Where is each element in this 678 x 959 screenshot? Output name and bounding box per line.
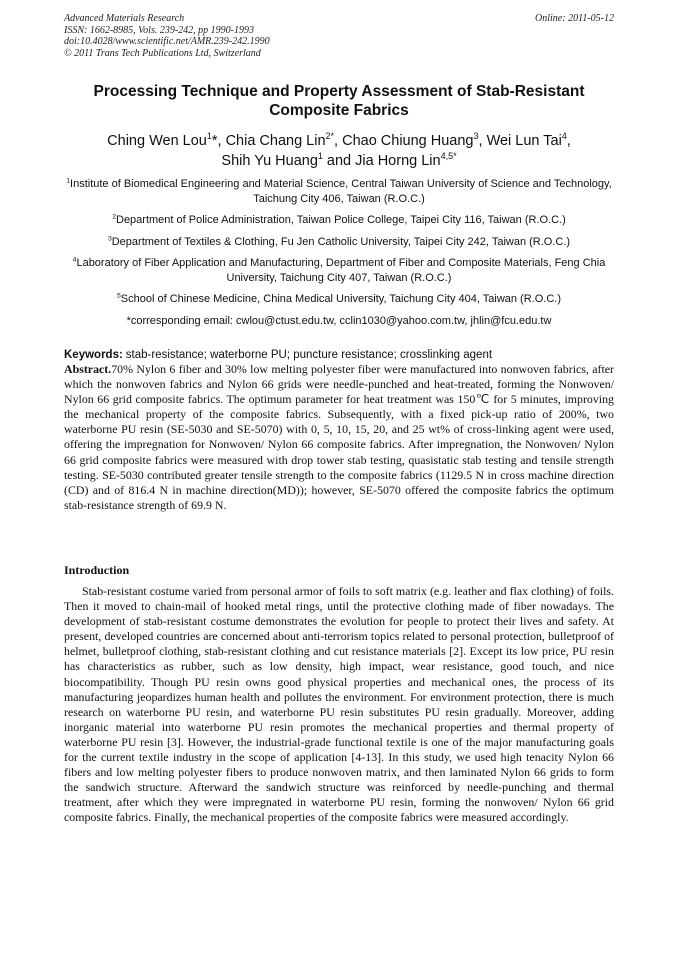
issn-line: ISSN: 1662-8985, Vols. 239-242, pp 1990-1993 xyxy=(64,24,254,36)
author-separator: , xyxy=(334,133,343,149)
affiliation-list xyxy=(60,177,618,328)
author-name: Shih Yu Huang xyxy=(221,153,318,169)
author-affiliation-mark: 4,5* xyxy=(440,151,457,162)
affiliation-number: 4 xyxy=(72,256,77,264)
abstract xyxy=(64,362,614,513)
paper-title: Processing Technique and Property Assessment of Stab-Resistant Composite Fabrics xyxy=(93,83,585,119)
affiliation xyxy=(60,256,618,285)
author-separator: *, xyxy=(211,133,226,149)
author-name: Chia Chang Lin xyxy=(225,133,326,149)
journal-header xyxy=(64,13,270,59)
affiliation xyxy=(60,213,618,228)
author xyxy=(107,133,225,149)
author xyxy=(342,133,486,149)
corresponding-email: *corresponding email: cwlou@ctust.edu.tw, cclin1030@yahoo.com.tw, jhlin@fcu.edu.tw xyxy=(126,314,552,327)
introduction-heading: Introduction xyxy=(64,563,130,577)
affiliation-text: Department of Police Administration, Taiwan Police College, Taipei City 116, Taiwan (R.O.C.) xyxy=(116,214,566,226)
author-affiliation-mark: 1 xyxy=(317,151,323,162)
author-list xyxy=(64,131,614,171)
author-separator: , xyxy=(478,133,487,149)
author-separator: , xyxy=(566,133,571,149)
affiliation xyxy=(60,292,618,307)
author-affiliation-mark: 3 xyxy=(473,131,479,142)
journal-name: Advanced Materials Research xyxy=(64,13,185,24)
abstract-label: Abstract. xyxy=(64,362,112,376)
author-name: Wei Lun Tai xyxy=(486,133,562,149)
author xyxy=(487,133,571,149)
introduction-text: Stab-resistant costume varied from personal armor of foils to soft matrix (e.g. leather and flax clothing) of foils. Then it moved to chain-mail of hooked metal rings, until the protective clothing made of fiber nowadays. The development of stab-resistant costume demonstrates the evolution for people to protect their lives and safety. At present, developed countries are concerned about anti-terrorism topics related to personal protection, bulletproof of helmet, bulletproof clothing, stab-resistant clothing and cut resistance materials [2]. Except its low price, PU resin has characteristics as rubber, such as low density, high impact, wear resistance, good touch, and nice biocompatibility. Though PU resin owns good physical properties and mechanical ones, the process of its manufacturing jeopardizes human health and pollutes the environment. For environment protection, there is much research on waterborne PU resin, and waterborne PU resin substitutes PU resin gradually. Moreover, adding inorganic material into waterborne PU resin promotes the mechanical properties and thermal property of waterborne PU resin [3]. However, the industrial-grade functional textile is one of the major manufacturing goals for the current textile industry in the scope of application [4-13]. In this study, we used high tenacity Nylon 66 fibers and low melting polyester fibers to produce nonwoven matrix, and then laminated Nylon 66 grids to form the sandwich structure. Afterward the sandwich structure was reinforced by needle-punching and thermal treatment, after which they were impregnated in waterborne PU resin, forming the nonwoven/ Nylon 66 grid composite fabrics. Finally, the mechanical properties of the composite fabrics were measured accordingly. xyxy=(64,584,614,825)
affiliation-number: 5 xyxy=(117,292,121,300)
author-name: Chao Chiung Huang xyxy=(342,133,474,149)
abstract-text: 70% Nylon 6 fiber and 30% low melting polyester fiber were manufactured into nonwoven fabrics, after which the nonwoven fabrics and Nylon 66 grids were needle-punched and heat-treated, forming the Nonwoven/ Nylon 66 grid composite fabrics. The optimum parameter for heat treatment was 150℃ for 5 minutes, improving the mechanical property of the composite fabrics. Subsequently, with a fixed pick-up ratio of 200%, two waterborne PU resin (SE-5030 and SE-5070) with 0, 5, 10, 15, 20, and 25 wt% of cross-linking agent were used, offering the impregnation for Nonwoven/ Nylon 66 composite fabrics. After impregnation, the Nonwoven/ Nylon 66 grid composite fabrics were measured with drop tower stab testing, quasistatic stab testing and tensile strength testing. SE-5030 contributed greater tensile strength to the composite fabrics (1129.5 N in cross machine direction (CD) and of 816.4 N in machine direction(MD)); however, SE-5070 offered the composite fabrics the optimum stab-resistance strength of 69.9 N. xyxy=(64,362,614,512)
author-separator: and xyxy=(322,153,356,169)
affiliation-number: 1 xyxy=(66,177,71,185)
affiliation-text: Department of Textiles & Clothing, Fu Jen Catholic University, Taipei City 242, Taiwan (R.O.C.) xyxy=(111,235,571,248)
online-date: Online: 2011-05-12 xyxy=(535,13,614,24)
keywords-label: Keywords: xyxy=(64,349,123,361)
author-name: Jia Horng Lin xyxy=(355,153,441,169)
author-name: Ching Wen Lou xyxy=(107,133,207,149)
keywords-text: stab-resistance; waterborne PU; puncture resistance; crosslinking agent xyxy=(125,349,493,361)
author xyxy=(226,133,343,149)
keywords xyxy=(64,347,614,363)
copyright-line: © 2011 Trans Tech Publications Ltd, Switzerland xyxy=(64,47,261,59)
affiliation-text: Laboratory of Fiber Application and Manufacturing, Department of Fiber and Composite Materials, Feng Chia University, Taichung City 407, Taiwan (R.O.C.) xyxy=(76,257,606,284)
author xyxy=(355,153,456,169)
doi-line: doi:10.4028/www.scientific.net/AMR.239-242.1990 xyxy=(64,36,270,47)
affiliation-number: 2 xyxy=(112,213,116,221)
affiliation-text: Institute of Biomedical Engineering and Material Science, Central Taiwan University of Science and Technology, Taichung City 406, Taiwan (R.O.C.) xyxy=(70,178,612,205)
author-affiliation-mark: 1 xyxy=(206,131,212,142)
affiliation-number: 3 xyxy=(107,234,112,242)
author xyxy=(221,153,355,169)
author-affiliation-mark: 2* xyxy=(325,131,335,142)
affiliation-text: School of Chinese Medicine, China Medical University, Taichung City 404, Taiwan (R.O.C.) xyxy=(120,293,561,305)
affiliation xyxy=(60,235,618,250)
author-affiliation-mark: 4 xyxy=(561,131,567,142)
affiliation xyxy=(60,177,618,206)
